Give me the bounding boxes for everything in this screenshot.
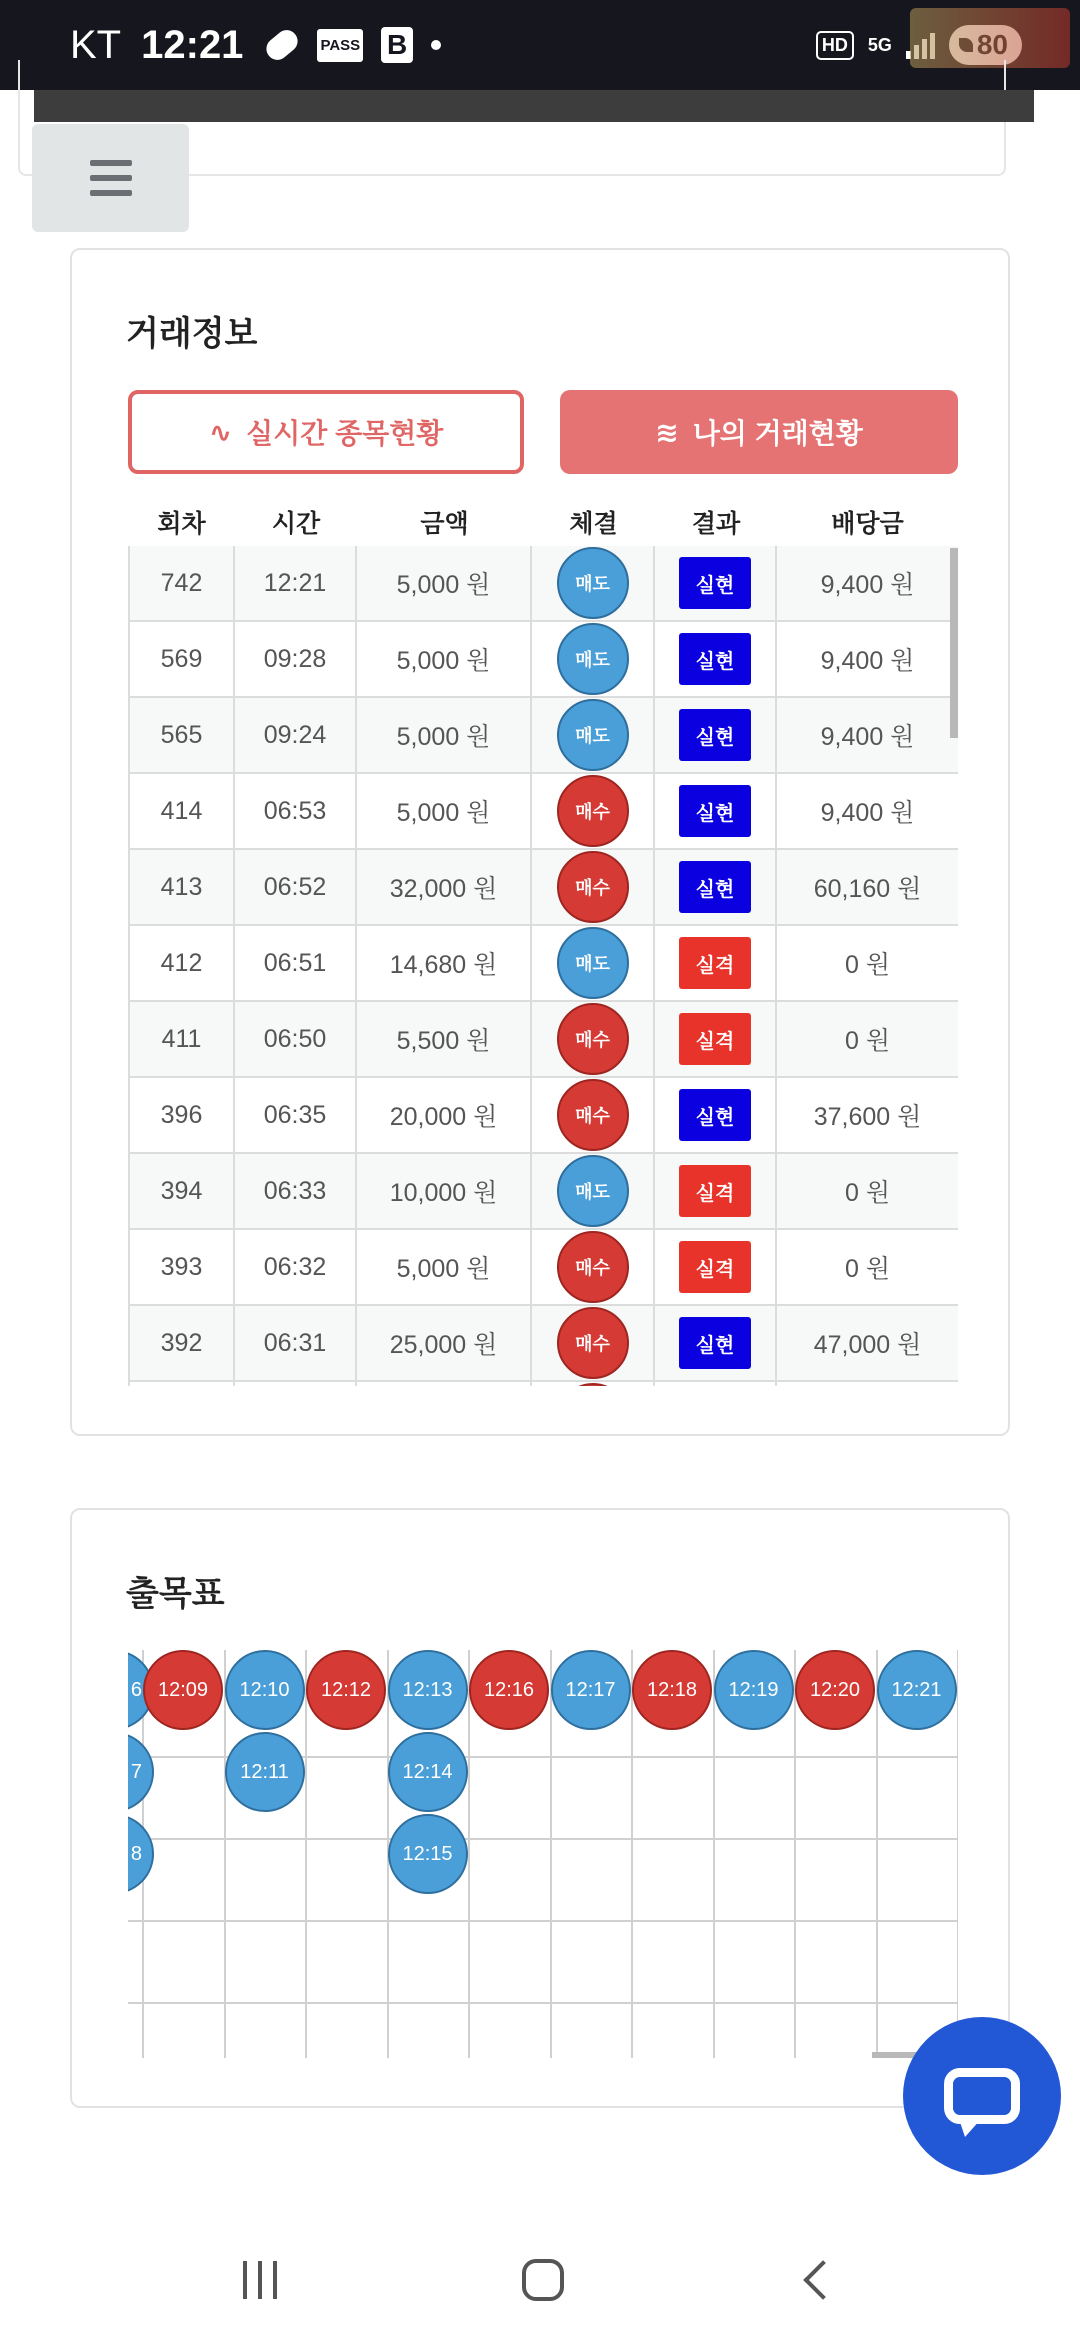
clock: 12:21 — [141, 22, 244, 67]
more-notifications-dot-icon — [431, 40, 441, 50]
grid-line — [468, 1650, 470, 2058]
payout-cell: 9,400 원 — [820, 647, 915, 675]
grid-line — [305, 1650, 307, 2058]
payout-cell — [777, 1382, 958, 1386]
recent-apps-icon[interactable] — [243, 2261, 277, 2299]
result-ball: 12:20 — [795, 1650, 875, 1730]
round-cell: 413 — [128, 850, 235, 924]
amount-cell: 5,000 원 — [357, 622, 532, 696]
table-row — [128, 1382, 958, 1386]
result-badge: 실격 — [679, 937, 751, 989]
grid-line — [957, 1650, 958, 2058]
table-row — [128, 622, 958, 698]
time-cell: 09:24 — [235, 698, 357, 772]
time-cell — [235, 1382, 357, 1386]
round-cell — [128, 1382, 235, 1386]
result-ball: 12:11 — [225, 1732, 305, 1812]
col-amount: 금액 — [420, 510, 469, 538]
time-cell: 06:35 — [235, 1078, 357, 1152]
round-cell: 392 — [128, 1306, 235, 1380]
amount-cell: 5,000 원 — [357, 698, 532, 772]
trade-table-body[interactable] — [128, 546, 958, 1386]
result-ball: 12:19 — [714, 1650, 794, 1730]
result-cell — [655, 1306, 777, 1380]
result-ball: 12:18 — [632, 1650, 712, 1730]
result-badge: 실현 — [679, 785, 751, 837]
side-circle — [557, 1383, 629, 1386]
grid-line — [128, 1838, 958, 1840]
amount-cell: 32,000 원 — [357, 850, 532, 924]
grid-line — [794, 1650, 796, 2058]
result-cell — [655, 926, 777, 1000]
grid-line — [713, 1650, 715, 2058]
round-cell: 393 — [128, 1230, 235, 1304]
amount-cell: 14,680 원 — [357, 926, 532, 1000]
table-row — [128, 1002, 958, 1078]
side-circle: 매수 — [557, 851, 629, 923]
chat-button[interactable] — [903, 2017, 1061, 2175]
trade-info-card — [70, 248, 1010, 1436]
table-row — [128, 926, 958, 1002]
result-badge: 실현 — [679, 709, 751, 761]
result-cell — [655, 622, 777, 696]
side-cell — [532, 1154, 655, 1228]
result-ball: 6 — [128, 1650, 154, 1730]
round-cell: 414 — [128, 774, 235, 848]
back-icon[interactable] — [804, 2260, 844, 2300]
home-icon[interactable] — [522, 2259, 564, 2301]
round-cell: 411 — [128, 1002, 235, 1076]
round-cell: 565 — [128, 698, 235, 772]
result-ball: 12:14 — [388, 1732, 468, 1812]
payout-cell: 9,400 원 — [820, 571, 915, 599]
hamburger-icon — [90, 160, 132, 166]
table-row — [128, 850, 958, 926]
result-ball: 12:09 — [143, 1650, 223, 1730]
my-trades-label: 나의 거래현황 — [692, 418, 863, 449]
result-cell — [655, 850, 777, 924]
table-row — [128, 1230, 958, 1306]
table-row — [128, 774, 958, 850]
result-board-title: 출목표 — [126, 1575, 225, 1613]
trade-info-title: 거래정보 — [126, 315, 258, 353]
grid-line — [224, 1650, 226, 2058]
time-cell: 06:53 — [235, 774, 357, 848]
result-cell — [655, 1230, 777, 1304]
time-cell: 06:50 — [235, 1002, 357, 1076]
side-cell — [532, 1002, 655, 1076]
result-badge: 실격 — [679, 1013, 751, 1065]
amount-cell — [357, 1382, 532, 1386]
grid-line — [128, 2002, 958, 2004]
hd-voice-icon: HD — [816, 31, 854, 60]
payout-cell: 9,400 원 — [820, 799, 915, 827]
result-badge: 실현 — [679, 633, 751, 685]
side-cell — [532, 1078, 655, 1152]
payout-cell: 60,160 원 — [813, 875, 922, 903]
amount-cell: 25,000 원 — [357, 1306, 532, 1380]
result-ball: 12:21 — [877, 1650, 957, 1730]
live-status-label: 실시간 종목현황 — [246, 418, 444, 449]
side-circle: 매수 — [557, 1003, 629, 1075]
col-payout: 배당금 — [831, 510, 904, 538]
network-5g-icon: 5G — [867, 35, 892, 55]
result-badge: 실현 — [679, 1089, 751, 1141]
amount-cell: 20,000 원 — [357, 1078, 532, 1152]
chat-bubble-icon — [944, 2068, 1020, 2124]
col-time: 시간 — [271, 510, 321, 538]
side-cell — [532, 850, 655, 924]
round-cell: 394 — [128, 1154, 235, 1228]
side-circle: 매도 — [557, 699, 629, 771]
round-cell: 742 — [128, 546, 235, 620]
result-ball: 12:12 — [306, 1650, 386, 1730]
payout-cell: 0 원 — [845, 951, 890, 979]
time-cell: 12:21 — [235, 546, 357, 620]
round-cell: 412 — [128, 926, 235, 1000]
menu-button[interactable] — [32, 124, 189, 232]
pulse-icon: ∿ — [208, 416, 233, 448]
pill-icon — [265, 34, 299, 56]
watermark-logo — [910, 8, 1070, 68]
time-cell: 06:32 — [235, 1230, 357, 1304]
result-badge: 실격 — [679, 1165, 751, 1217]
time-cell: 06:31 — [235, 1306, 357, 1380]
table-row — [128, 698, 958, 774]
payout-cell: 47,000 원 — [813, 1331, 922, 1359]
side-cell — [532, 698, 655, 772]
side-cell — [532, 622, 655, 696]
side-circle: 매도 — [557, 623, 629, 695]
carrier-label: KT — [70, 22, 122, 67]
result-badge: 실격 — [679, 1241, 751, 1293]
waves-icon: ≋ — [655, 416, 679, 448]
amount-cell: 5,000 원 — [357, 774, 532, 848]
system-nav-bar — [0, 2220, 1080, 2340]
result-ball: 12:13 — [388, 1650, 468, 1730]
col-round: 회차 — [157, 510, 206, 538]
result-cell — [655, 546, 777, 620]
table-row — [128, 1078, 958, 1154]
result-ball: 8 — [128, 1814, 154, 1894]
live-status-button[interactable] — [128, 390, 524, 474]
time-cell: 09:28 — [235, 622, 357, 696]
trade-table-header — [128, 502, 958, 546]
payout-cell: 9,400 원 — [820, 723, 915, 751]
round-cell: 569 — [128, 622, 235, 696]
side-circle: 매수 — [557, 775, 629, 847]
amount-cell: 5,000 원 — [357, 546, 532, 620]
table-row — [128, 546, 958, 622]
amount-cell: 5,000 원 — [357, 1230, 532, 1304]
result-board-grid[interactable] — [128, 1650, 958, 2058]
side-cell — [532, 1382, 655, 1386]
result-ball: 12:17 — [551, 1650, 631, 1730]
top-dark-strip — [34, 90, 1034, 122]
pass-app-icon: PASS — [317, 29, 363, 62]
grid-line — [550, 1650, 552, 2058]
table-scrollbar[interactable] — [950, 548, 958, 738]
side-circle: 매도 — [557, 547, 629, 619]
table-row — [128, 1306, 958, 1382]
payout-cell: 0 원 — [845, 1179, 890, 1207]
result-cell — [655, 774, 777, 848]
payout-cell: 0 원 — [845, 1027, 890, 1055]
result-badge: 실현 — [679, 1317, 751, 1369]
side-circle: 매수 — [557, 1231, 629, 1303]
table-row — [128, 1154, 958, 1230]
result-ball: 12:16 — [469, 1650, 549, 1730]
result-ball: 7 — [128, 1732, 154, 1812]
result-badge: 실현 — [679, 861, 751, 913]
time-cell: 06:33 — [235, 1154, 357, 1228]
grid-line — [128, 1920, 958, 1922]
col-side: 체결 — [569, 510, 618, 538]
payout-cell: 0 원 — [845, 1255, 890, 1283]
result-badge: 실현 — [679, 557, 751, 609]
result-cell — [655, 698, 777, 772]
side-circle: 매도 — [557, 927, 629, 999]
side-circle: 매도 — [557, 1155, 629, 1227]
side-circle: 매수 — [557, 1307, 629, 1379]
side-cell — [532, 926, 655, 1000]
payout-cell: 37,600 원 — [813, 1103, 922, 1131]
side-circle: 매수 — [557, 1079, 629, 1151]
side-cell — [532, 546, 655, 620]
grid-line — [631, 1650, 633, 2058]
side-cell — [532, 1306, 655, 1380]
result-ball: 12:10 — [225, 1650, 305, 1730]
b-app-icon: B — [381, 27, 413, 63]
result-cell — [655, 1382, 777, 1386]
time-cell: 06:52 — [235, 850, 357, 924]
result-cell — [655, 1002, 777, 1076]
round-cell: 396 — [128, 1078, 235, 1152]
time-cell: 06:51 — [235, 926, 357, 1000]
result-cell — [655, 1078, 777, 1152]
result-cell — [655, 1154, 777, 1228]
grid-line — [876, 1650, 878, 2058]
result-ball: 12:15 — [388, 1814, 468, 1894]
my-trades-button[interactable] — [560, 390, 958, 474]
result-board-card — [70, 1508, 1010, 2108]
side-cell — [532, 1230, 655, 1304]
amount-cell: 5,500 원 — [357, 1002, 532, 1076]
amount-cell: 10,000 원 — [357, 1154, 532, 1228]
side-cell — [532, 774, 655, 848]
col-result: 결과 — [691, 510, 741, 538]
